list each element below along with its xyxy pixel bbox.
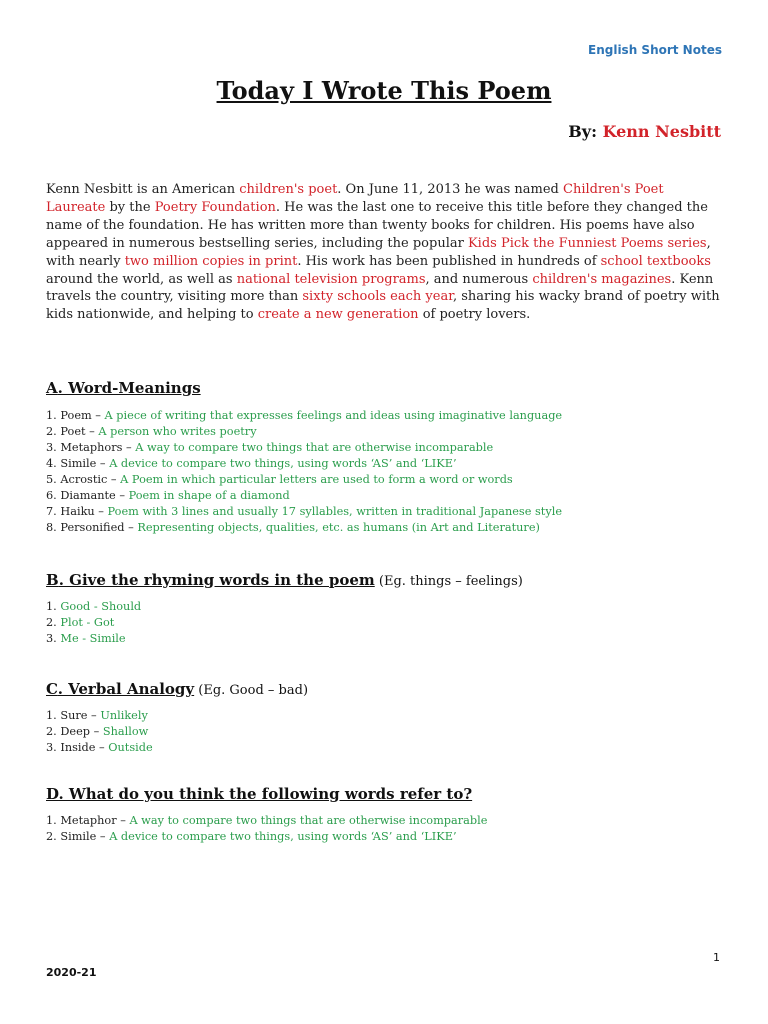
item-answer: Unlikely	[100, 709, 148, 722]
header-note: English Short Notes	[588, 43, 722, 57]
bio-text: around the world, as well as	[46, 271, 237, 287]
list-item	[46, 408, 736, 424]
section-letter: B	[46, 571, 59, 589]
list-item	[46, 740, 736, 756]
section-example-note: (Eg. things – feelings)	[374, 574, 523, 589]
bio-text: Kenn Nesbitt is an American	[46, 182, 240, 197]
item-answer: Representing objects, qualities, etc. as humans (in Art and Literature)	[137, 521, 540, 534]
item-answer: A person who writes poetry	[98, 425, 257, 438]
item-term: 4. Simile –	[46, 457, 110, 470]
list-item	[46, 440, 736, 456]
highlighted-phrase: children's magazines	[532, 271, 672, 287]
highlighted-phrase: sixty schools each year	[302, 289, 453, 305]
bio-text: , with nearly	[46, 235, 711, 269]
page-number: 1	[713, 951, 720, 964]
item-term: 6. Diamante –	[46, 489, 129, 502]
list-item	[46, 472, 736, 488]
section-example-note: (Eg. Good – bad)	[194, 683, 309, 698]
list-item	[46, 424, 736, 440]
section-d-heading	[46, 785, 472, 803]
highlighted-phrase: two million copies in print	[124, 253, 298, 269]
list-item	[46, 456, 736, 472]
item-answer: Shallow	[102, 725, 149, 738]
section-letter: A	[46, 379, 58, 397]
item-answer: A way to compare two things that are otherwise incomparable	[135, 441, 494, 454]
section-letter: C	[46, 680, 58, 698]
section-title: . Give the rhyming words in the poem	[58, 571, 375, 589]
item-answer: A device to compare two things, using words ‘AS’ and ‘LIKE’	[109, 830, 457, 843]
list-item	[46, 615, 736, 631]
item-term: 3.	[46, 632, 61, 645]
section-d-list	[46, 813, 736, 845]
item-term: 3. Metaphors –	[46, 441, 136, 454]
item-term: 7. Haiku –	[46, 505, 108, 518]
item-answer: Me - Simile	[60, 632, 126, 645]
section-b-list	[46, 599, 736, 647]
item-answer: Poem in shape of a diamond	[128, 489, 290, 502]
item-term: 8. Personified –	[46, 521, 138, 534]
item-term: 2. Simile –	[46, 830, 110, 843]
bio-text: . His work has been published in hundreds of	[297, 253, 601, 269]
item-answer: Outside	[108, 741, 153, 754]
page-title: Today I Wrote This Poem	[216, 76, 552, 105]
list-item	[46, 708, 736, 724]
bio-text: , and numerous	[425, 271, 533, 287]
bio-text: . On June 11, 2013 he was named	[337, 182, 564, 197]
byline	[568, 122, 721, 141]
list-item	[46, 520, 736, 536]
list-item	[46, 599, 736, 615]
section-title: . What do you think the following words refer to?	[58, 785, 473, 803]
item-answer: Plot - Got	[60, 616, 115, 629]
section-a-heading	[46, 379, 201, 397]
section-letter: D	[46, 785, 59, 803]
item-term: 2. Deep –	[46, 725, 103, 738]
item-term: 1. Sure –	[46, 709, 101, 722]
item-answer: A way to compare two things that are otherwise incomparable	[129, 814, 488, 827]
bio-text: . He was the last one to receive this title before they changed the name of the foundation. He has written more than twenty books for children. His poems have also appeared in numerous bestselling series, including the popular	[46, 199, 708, 251]
section-c-heading	[46, 680, 308, 698]
item-term: 1. Metaphor –	[46, 814, 130, 827]
bio-text: , sharing his wacky brand of poetry with kids nationwide, and helping to	[46, 289, 720, 323]
item-answer: A device to compare two things, using words ‘AS’ and ‘LIKE’	[109, 457, 457, 470]
bio-text: of poetry lovers.	[418, 307, 531, 323]
highlighted-phrase: national television programs	[236, 271, 426, 287]
item-term: 3. Inside –	[46, 741, 109, 754]
highlighted-phrase: Poetry Foundation	[154, 199, 276, 215]
section-a-list	[46, 408, 736, 536]
highlighted-phrase: Children's Poet Laureate	[46, 182, 664, 215]
list-item	[46, 813, 736, 829]
list-item	[46, 724, 736, 740]
section-title: . Verbal Analogy	[57, 680, 195, 698]
author-name: Kenn Nesbitt	[602, 122, 721, 141]
list-item	[46, 488, 736, 504]
item-term: 5. Acrostic –	[46, 473, 121, 486]
highlighted-phrase: school textbooks	[600, 253, 711, 269]
item-term: 1.	[46, 600, 61, 613]
highlighted-phrase: Kids Pick the Funniest Poems series	[467, 235, 707, 251]
item-term: 1. Poem –	[46, 409, 105, 422]
section-title: . Word-Meanings	[57, 379, 201, 397]
section-b-heading	[46, 571, 523, 589]
item-answer: A Poem in which particular letters are used to form a word or words	[120, 473, 513, 486]
item-term: 2. Poet –	[46, 425, 99, 438]
list-item	[46, 631, 736, 647]
author-bio-paragraph	[46, 181, 726, 324]
item-answer: Good - Should	[60, 600, 142, 613]
section-c-list	[46, 708, 736, 756]
byline-label: By:	[568, 122, 597, 141]
list-item	[46, 829, 736, 845]
bio-text: by the	[105, 199, 155, 215]
footer-year: 2020-21	[46, 966, 97, 979]
highlighted-phrase: create a new generation	[257, 307, 419, 323]
highlighted-phrase: children's poet	[239, 182, 338, 197]
item-answer: A piece of writing that expresses feelings and ideas using imaginative language	[104, 409, 563, 422]
bio-text: . Kenn travels the country, visiting more than	[46, 271, 714, 305]
item-term: 2.	[46, 616, 61, 629]
list-item	[46, 504, 736, 520]
item-answer: Poem with 3 lines and usually 17 syllables, written in traditional Japanese style	[107, 505, 563, 518]
